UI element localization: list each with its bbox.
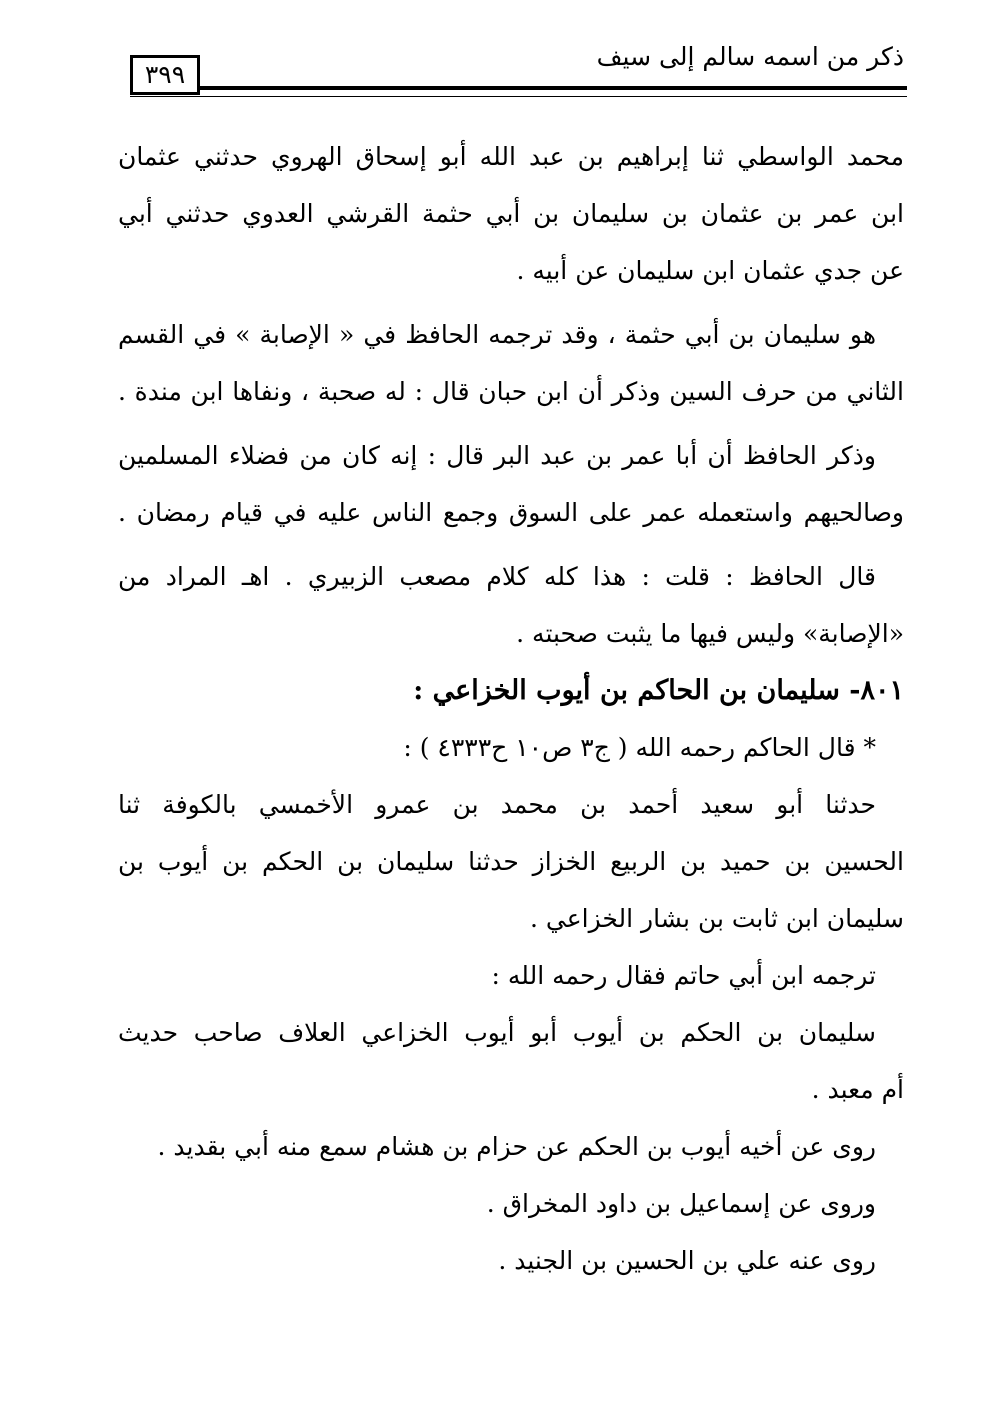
text-line: * قال الحاكم رحمه الله ( ج٣ ص١٠ ح٤٣٣٣ ) : bbox=[403, 733, 876, 762]
text-line: وذكر الحافظ أن أبا عمر بن عبد البر قال : إنه كان من فضلاء المسلمين bbox=[118, 441, 876, 470]
text-line: وروى عن إسماعيل بن داود المخراق . bbox=[486, 1189, 876, 1218]
page-number-box bbox=[130, 55, 200, 95]
body-text bbox=[118, 128, 904, 1289]
text-line: هو سليمان بن أبي حثمة ، وقد ترجمه الحافظ في « الإصابة » في القسم bbox=[118, 320, 876, 349]
text-line: محمد الواسطي ثنا إبراهيم بن عبد الله أبو إسحاق الهروي حدثني عثمان bbox=[118, 142, 904, 171]
text-line: روى عن أخيه أيوب بن الحكم عن حزام بن هشام سمع منه أبي بقديد . bbox=[157, 1132, 876, 1161]
entry-heading: ٨٠١- سليمان بن الحاكم بن أيوب الخزاعي : bbox=[413, 675, 904, 706]
text-line: حدثنا أبو سعيد أحمد بن محمد بن عمرو الأخمسي بالكوفة ثنا bbox=[118, 790, 876, 819]
text-line: سليمان ابن ثابت بن بشار الخزاعي . bbox=[530, 904, 904, 933]
text-line: الحسين بن حميد بن الربيع الخزاز حدثنا سليمان بن الحكم بن أيوب بن bbox=[118, 847, 904, 876]
page-number: ٣٩٩ bbox=[144, 60, 186, 89]
text-line: الثاني من حرف السين وذكر أن ابن حبان قال : له صحبة ، ونفاها ابن مندة . bbox=[118, 377, 904, 406]
text-line: ترجمه ابن أبي حاتم فقال رحمه الله : bbox=[491, 961, 876, 990]
text-line: سليمان بن الحكم بن أيوب أبو أيوب الخزاعي العلاف صاحب حديث bbox=[118, 1018, 876, 1047]
text-line: عن جدي عثمان ابن سليمان عن أبيه . bbox=[516, 256, 904, 285]
running-header-title: ذكر من اسمه سالم إلى سيف bbox=[596, 42, 904, 71]
header-rule-thick bbox=[200, 86, 907, 90]
text-line: روى عنه علي بن الحسين بن الجنيد . bbox=[498, 1246, 876, 1275]
header-rule-thin bbox=[130, 96, 907, 97]
text-line: قال الحافظ : قلت : هذا كله كلام مصعب الزبيري . اهـ المراد من bbox=[118, 562, 876, 591]
text-line: أم معبد . bbox=[811, 1075, 904, 1104]
text-line: «الإصابة» وليس فيها ما يثبت صحبته . bbox=[516, 619, 904, 648]
text-line: وصالحيهم واستعمله عمر على السوق وجمع الناس عليه في قيام رمضان . bbox=[118, 498, 904, 527]
text-line: ابن عمر بن عثمان بن سليمان بن أبي حثمة القرشي العدوي حدثني أبي bbox=[118, 199, 904, 228]
